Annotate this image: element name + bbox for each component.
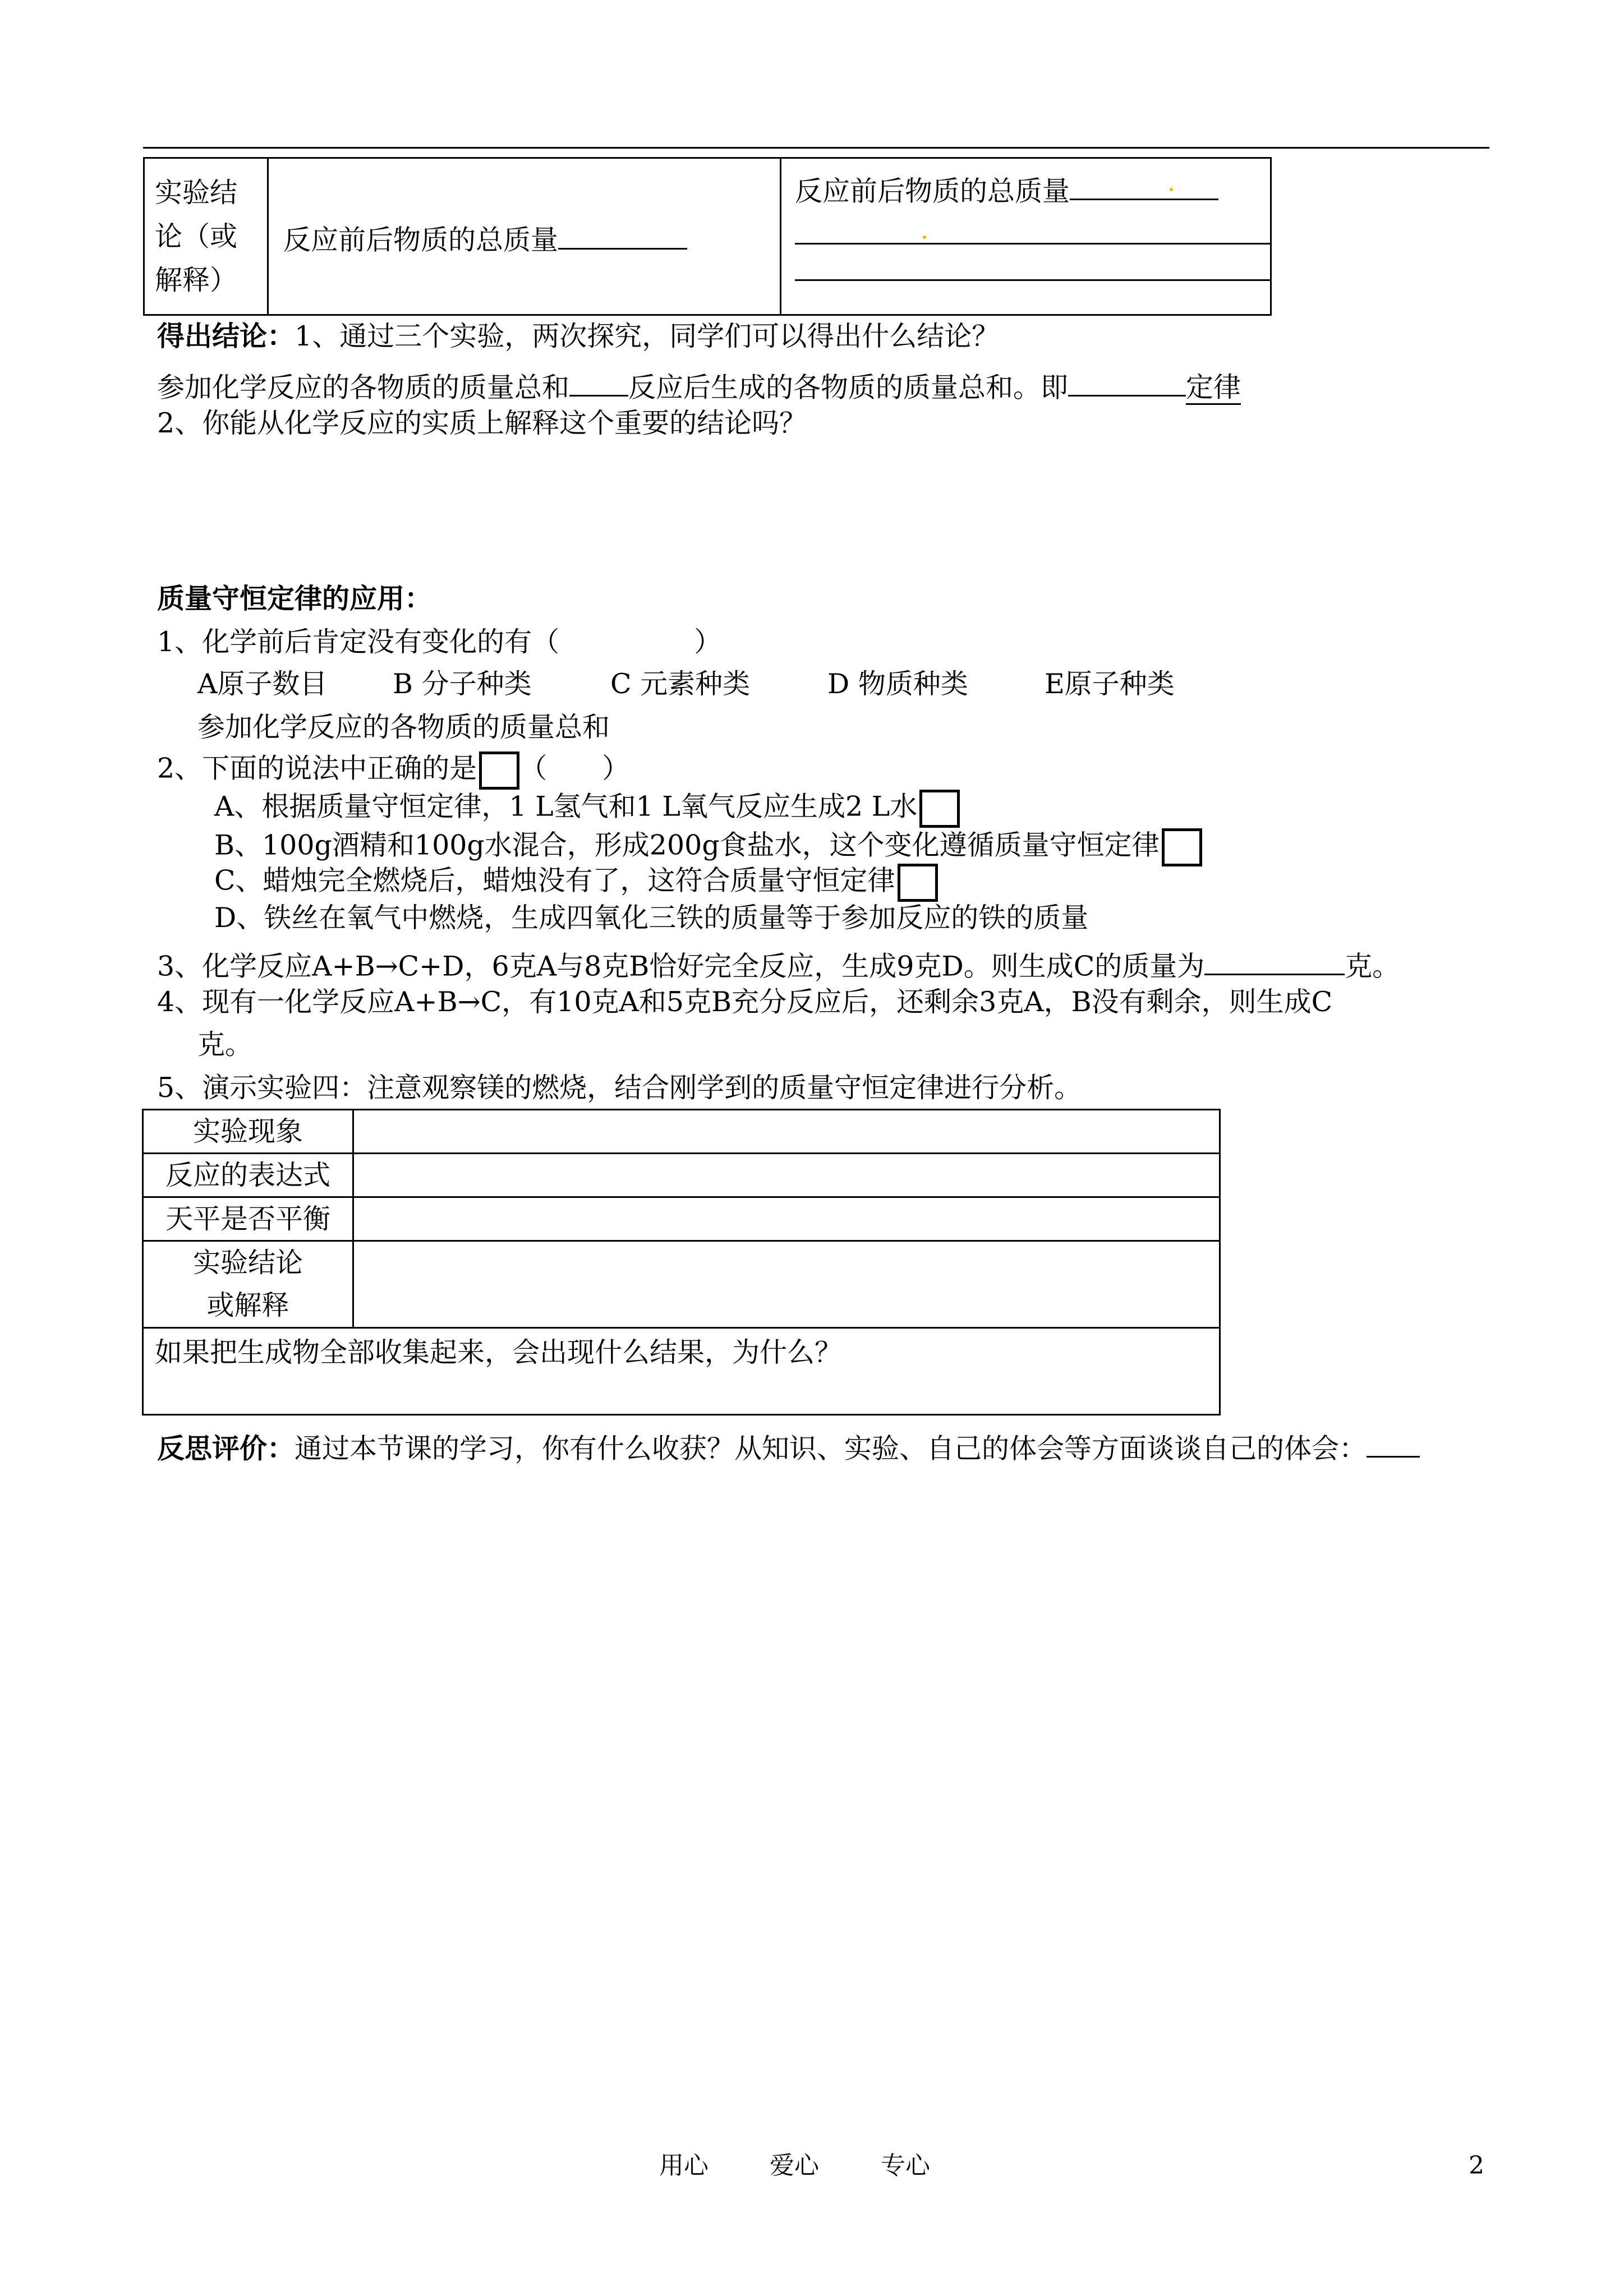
app-q2-stem-end: （ ） bbox=[519, 752, 630, 785]
reflection-blank[interactable] bbox=[1367, 1427, 1420, 1458]
app-q3-blank[interactable] bbox=[1204, 945, 1345, 975]
header-rule bbox=[143, 147, 1489, 149]
app-q4-line2: 克。 bbox=[197, 1029, 253, 1061]
reflection-text: 通过本节课的学习，你有什么收获？从知识、实验、自己的体会等方面谈谈自己的体会： bbox=[295, 1432, 1367, 1465]
col3-text: 反应前后物质的总质量 bbox=[795, 175, 1070, 208]
application-heading: 质量守恒定律的应用： bbox=[157, 582, 433, 615]
app-q3-text: 3、化学反应A+B→C+D，6克A与8克B恰好完全反应，生成9克D。则生成C的质量为 bbox=[157, 950, 1205, 983]
statement-blank-1[interactable] bbox=[569, 366, 628, 397]
conclusion-q1 bbox=[157, 322, 999, 350]
conclusion-statement bbox=[157, 366, 1241, 404]
exp4-label-text: 天平是否平衡 bbox=[165, 1203, 330, 1235]
app-q1-stem-text: 1、化学前后肯定没有变化的有（ bbox=[157, 626, 560, 658]
col3-line-1[interactable] bbox=[795, 243, 1272, 245]
app-q1-option-c: C 元素种类 bbox=[610, 668, 751, 700]
conclusion-q1-text: 1、通过三个实验，两次探究，同学们可以得出什么结论？ bbox=[295, 320, 1000, 352]
app-q1-option-a: A原子数目 bbox=[197, 668, 328, 700]
answer-box[interactable] bbox=[479, 751, 519, 790]
app-q2-c-text: C、蜡烛完全燃烧后，蜡烛没有了，这符合质量守恒定律 bbox=[214, 864, 895, 897]
exp4-table bbox=[142, 1109, 1221, 1416]
app-q1-stem-end: ） bbox=[694, 626, 722, 658]
app-q1-option-e: E原子种类 bbox=[1045, 668, 1175, 700]
app-q1-option-b: B 分子种类 bbox=[393, 668, 532, 700]
exp4-label-balance bbox=[143, 1197, 353, 1241]
app-q3-unit: 克。 bbox=[1345, 950, 1400, 983]
top-table-row-label bbox=[144, 158, 268, 315]
exp4-last-row-text: 如果把生成物全部收集起来，会出现什么结果，为什么？ bbox=[155, 1336, 843, 1368]
app-q1-extra: 参加化学反应的各物质的质量总和 bbox=[197, 711, 610, 743]
exp4-conclusion-line-1: 实验结论 bbox=[192, 1247, 303, 1279]
statement-part3: 定律 bbox=[1186, 371, 1241, 405]
row-label-line-2: 论（或 bbox=[155, 220, 238, 252]
col2-blank[interactable] bbox=[558, 219, 687, 249]
exp4-label-phenomenon bbox=[143, 1110, 353, 1154]
exp4-field-phenomenon[interactable] bbox=[353, 1110, 1220, 1154]
exp4-label-conclusion bbox=[143, 1241, 353, 1328]
col3-line-2[interactable] bbox=[795, 279, 1272, 281]
top-table-col3 bbox=[781, 158, 1271, 315]
statement-part1: 参加化学反应的各物质的质量总和 bbox=[157, 371, 570, 404]
app-q2-stem-text: 2、下面的说法中正确的是 bbox=[157, 752, 477, 785]
exp4-field-conclusion[interactable] bbox=[353, 1241, 1220, 1328]
app-q5: 5、演示实验四：注意观察镁的燃烧，结合刚学到的质量守恒定律进行分析。 bbox=[157, 1072, 1082, 1104]
app-q2-b bbox=[214, 828, 1202, 866]
col3-blank[interactable] bbox=[1070, 170, 1218, 200]
footer-motto-2: 爱心 bbox=[770, 2151, 819, 2180]
app-q2-a bbox=[214, 790, 960, 828]
app-q2-d: D、铁丝在氧气中燃烧，生成四氧化三铁的质量等于参加反应的铁的质量 bbox=[214, 902, 1089, 934]
footer-motto-3: 专心 bbox=[881, 2151, 930, 2180]
exp4-label-text: 实验现象 bbox=[192, 1115, 303, 1147]
top-table bbox=[143, 157, 1272, 316]
conclusion-heading: 得出结论： bbox=[157, 320, 295, 352]
row-label-line-1: 实验结 bbox=[155, 176, 238, 209]
statement-part2: 反应后生成的各物质的质量总和。即 bbox=[628, 371, 1069, 404]
app-q4-line1: 4、现有一化学反应A+B→C，有10克A和5克B充分反应后，还剩余3克A，B没有剩余，则生成C bbox=[157, 986, 1333, 1018]
answer-box[interactable] bbox=[898, 864, 938, 902]
exp4-field-balance[interactable] bbox=[353, 1197, 1220, 1241]
app-q1-stem bbox=[157, 628, 721, 656]
reflection-heading: 反思评价： bbox=[157, 1432, 295, 1465]
exp4-label-expression bbox=[143, 1154, 353, 1197]
app-q1-option-d: D 物质种类 bbox=[827, 668, 968, 700]
app-q3 bbox=[157, 945, 1400, 983]
answer-box[interactable] bbox=[919, 790, 960, 828]
stray-mark bbox=[923, 236, 926, 239]
answer-box[interactable] bbox=[1162, 828, 1202, 866]
exp4-label-text: 反应的表达式 bbox=[165, 1159, 330, 1191]
row-label-line-3: 解释） bbox=[155, 264, 238, 296]
stray-mark bbox=[1170, 188, 1173, 191]
top-table-col2 bbox=[268, 158, 781, 315]
app-q2-b-text: B、100g酒精和100g水混合，形成200g食盐水，这个变化遵循质量守恒定律 bbox=[214, 829, 1160, 861]
exp4-conclusion-line-2: 或解释 bbox=[206, 1289, 289, 1321]
app-q2-c bbox=[214, 864, 938, 902]
page-number: 2 bbox=[1469, 2151, 1484, 2180]
conclusion-q2: 2、你能从化学反应的实质上解释这个重要的结论吗？ bbox=[157, 407, 807, 439]
app-q2-a-text: A、根据质量守恒定律，1 L氢气和1 L氧气反应生成2 L水 bbox=[214, 790, 918, 823]
footer-motto-1: 用心 bbox=[659, 2151, 709, 2180]
exp4-last-row[interactable] bbox=[143, 1328, 1220, 1415]
app-q2-stem bbox=[157, 751, 629, 790]
col2-text: 反应前后物质的总质量 bbox=[283, 224, 559, 256]
exp4-field-expression[interactable] bbox=[353, 1154, 1220, 1197]
reflection bbox=[157, 1427, 1420, 1465]
statement-blank-2[interactable] bbox=[1068, 366, 1186, 397]
